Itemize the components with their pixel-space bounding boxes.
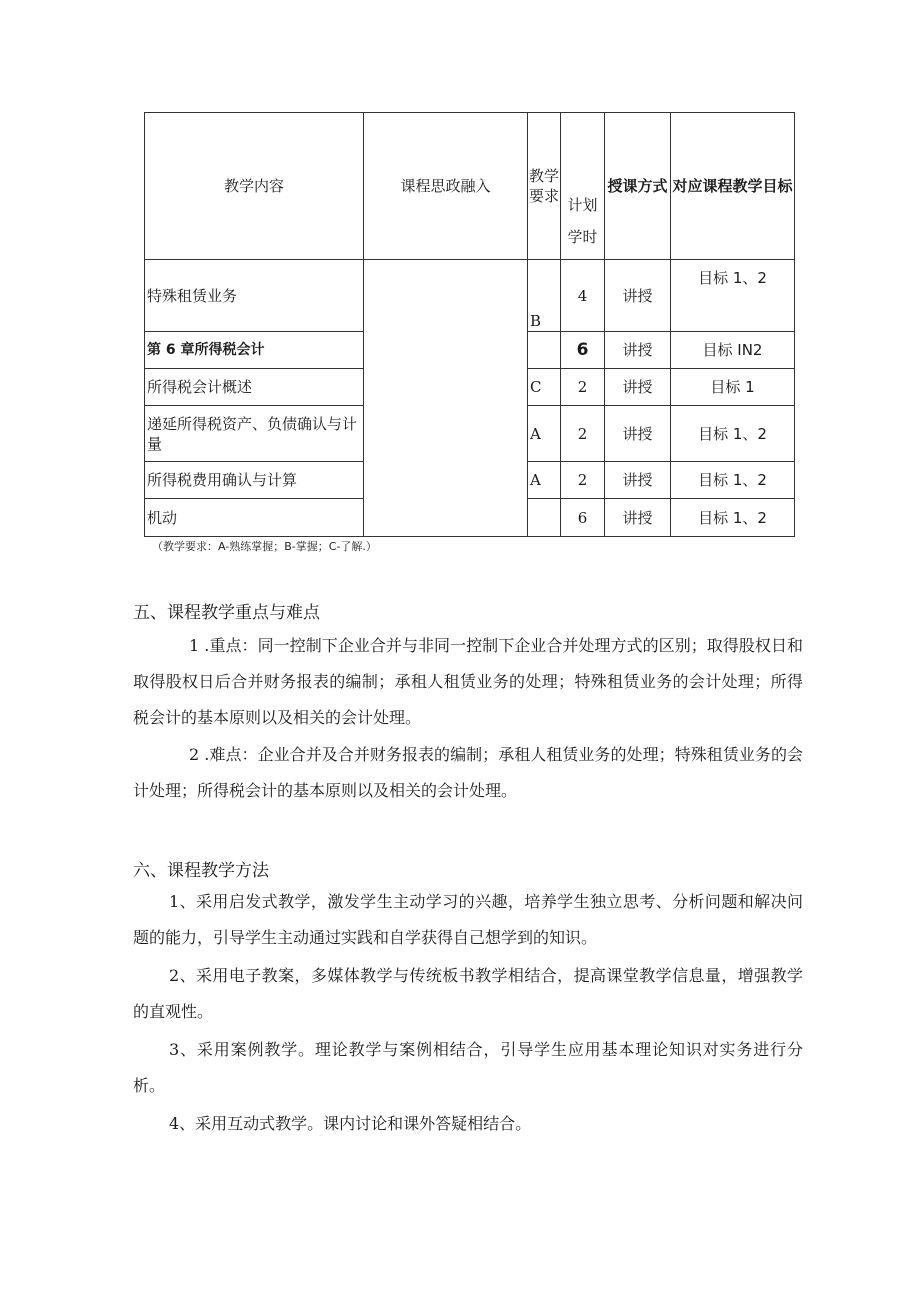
header-teaching-method: 授课方式: [605, 113, 671, 260]
table-footnote: （教学要求：A-熟练掌握；B-掌握；C-了解.）: [152, 540, 377, 553]
cell-goal: 目标 IN2: [671, 332, 795, 369]
paragraph-key-points: 1 .重点：同一控制下企业合并与非同一控制下企业合并处理方式的区别；取得股权日和取得股权日后合并财务报表的编制；承租人租赁业务的处理；特殊租赁业务的会计处理；所得税会计的基本原则以及相关的会计处理。: [133, 636, 803, 727]
cell-content: 第 6 章所得税会计: [145, 332, 364, 369]
header-course-goal: 对应课程教学目标: [671, 113, 795, 260]
table-row: [145, 260, 795, 332]
header-ideology-integration: 课程思政融入: [364, 113, 528, 260]
cell-method: 讲授: [605, 462, 671, 499]
cell-requirement: B: [528, 260, 561, 332]
cell-content: 所得税费用确认与计算: [145, 462, 364, 499]
paragraph-difficult-points: 2 .难点：企业合并及合并财务报表的编制；承租人租赁业务的处理；特殊租赁业务的会计处理；所得税会计的基本原则以及相关的会计处理。: [133, 745, 803, 800]
cell-requirement: A: [528, 406, 561, 462]
cell-goal: 目标 1、2: [671, 406, 795, 462]
cell-requirement: C: [528, 369, 561, 406]
cell-content: 递延所得税资产、负债确认与计量: [145, 406, 364, 462]
cell-requirement: A: [528, 462, 561, 499]
paragraph-method-3: 3、采用案例教学。理论教学与案例相结合，引导学生应用基本理论知识对实务进行分析。: [133, 1040, 803, 1095]
header-planned-hours: 计划学时: [561, 113, 605, 260]
cell-requirement: [528, 332, 561, 369]
cell-goal: 目标 1、2: [671, 260, 795, 332]
cell-hours: 4: [561, 260, 605, 332]
header-teaching-requirement: 教学要求: [528, 113, 561, 260]
cell-requirement: [528, 499, 561, 537]
section-heading-teaching-methods: 六、课程教学方法: [133, 861, 269, 881]
cell-content: 特殊租赁业务: [145, 260, 364, 332]
cell-hours: 2: [561, 462, 605, 499]
paragraph-method-2: 2、采用电子教案，多媒体教学与传统板书教学相结合，提高课堂教学信息量，增强教学的直观性。: [133, 966, 803, 1021]
header-teaching-content: 教学内容: [145, 113, 364, 260]
cell-goal: 目标 1、2: [671, 499, 795, 537]
cell-hours: 6: [561, 499, 605, 537]
section-heading-key-points: 五、课程教学重点与难点: [133, 603, 320, 623]
cell-method: 讲授: [605, 369, 671, 406]
cell-hours: 6: [561, 332, 605, 369]
teaching-plan-table: [144, 112, 795, 537]
cell-content: 机动: [145, 499, 364, 537]
cell-method: 讲授: [605, 406, 671, 462]
cell-hours: 2: [561, 369, 605, 406]
paragraph-method-1: 1、采用启发式教学，激发学生主动学习的兴趣，培养学生独立思考、分析问题和解决问题的能力，引导学生主动通过实践和自学获得自己想学到的知识。: [133, 892, 803, 947]
cell-ideology-merged: [364, 260, 528, 537]
cell-method: 讲授: [605, 260, 671, 332]
cell-content: 所得税会计概述: [145, 369, 364, 406]
cell-goal: 目标 1: [671, 369, 795, 406]
paragraph-method-4: 4、采用互动式教学。课内讨论和课外答疑相结合。: [169, 1114, 532, 1133]
cell-method: 讲授: [605, 332, 671, 369]
table-header-row: [145, 113, 795, 260]
cell-goal: 目标 1、2: [671, 462, 795, 499]
cell-method: 讲授: [605, 499, 671, 537]
cell-hours: 2: [561, 406, 605, 462]
